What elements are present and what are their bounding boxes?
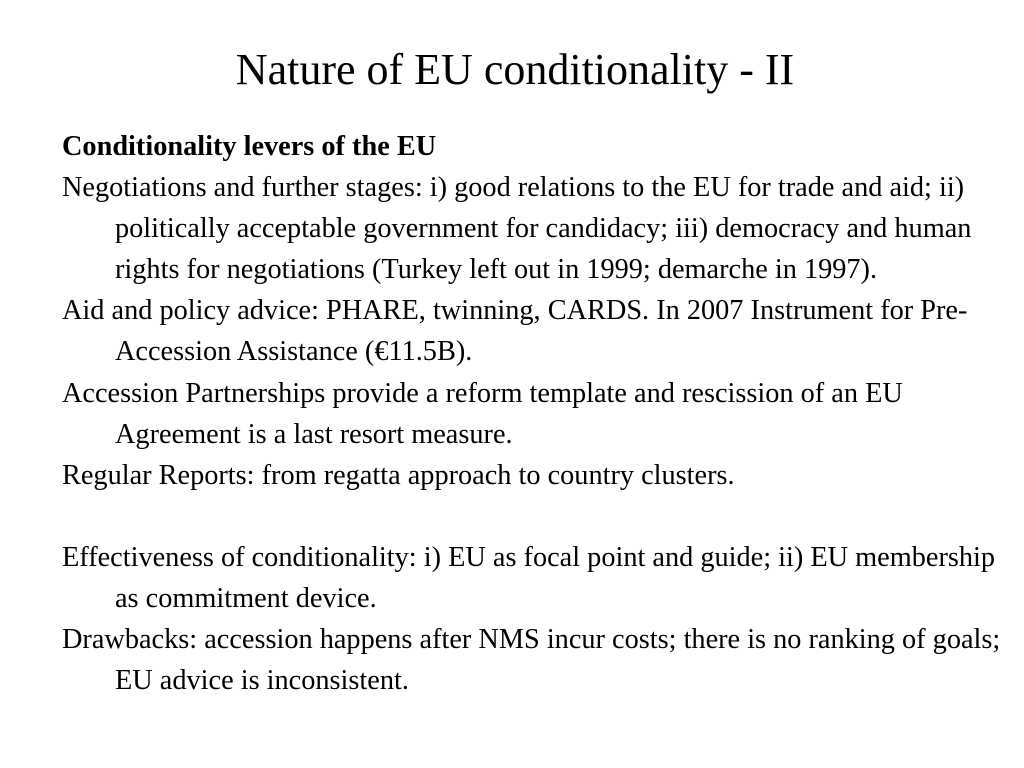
- paragraph-aid-policy-advice: Aid and policy advice: PHARE, twinning, CARDS. In 2007 Instrument for Pre-Accession Assistance (€11.5B).: [62, 295, 968, 368]
- slide-body: [62, 126, 1012, 701]
- paragraph-effectiveness: Effectiveness of conditionality: i) EU as focal point and guide; ii) EU membership as commitment device.: [62, 541, 996, 615]
- slide-title: Nature of EU conditionality - II: [235, 45, 795, 94]
- section-heading: Conditionality levers of the EU: [62, 131, 437, 162]
- paragraph-spacer: [62, 496, 1012, 537]
- paragraph-drawbacks: Drawbacks: accession happens after NMS incur costs; there is no ranking of goals; EU advice is inconsistent.: [62, 624, 1001, 697]
- paragraph-accession-partnerships: Accession Partnerships provide a reform template and rescission of an EU Agreement is a last resort measure.: [62, 377, 903, 450]
- paragraph-regular-reports: Regular Reports: from regatta approach to country clusters.: [62, 459, 735, 491]
- paragraph-negotiations: Negotiations and further stages: i) good relations to the EU for trade and aid; ii) politically acceptable government for candidacy; iii) democracy and human rights for negotiations (Turkey left out in 1999; demarche in 1997).: [62, 172, 972, 286]
